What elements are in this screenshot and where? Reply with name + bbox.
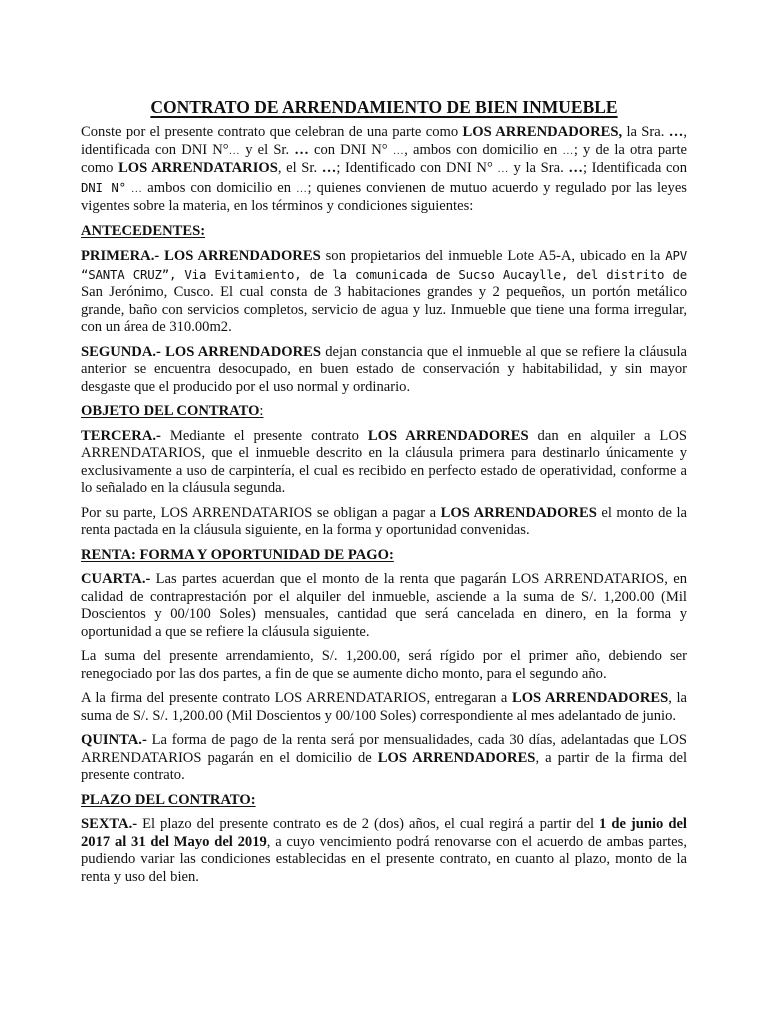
clause-text: Mediante el presente contrato	[160, 427, 368, 444]
intro-text: la Sra.	[622, 124, 669, 140]
clause-sexta	[81, 816, 687, 886]
clause-text: La forma de pago de la renta será por mensualidades, cada 30 días, adelantadas que LOS ARRENDATARIOS pagarán en el domicilio de	[81, 732, 687, 766]
paragraph-text: , la suma de S/. S/. 1,200.00 (Mil Doscientos y 00/100 Soles) correspondiente al mes adelantado de junio.	[81, 690, 687, 724]
paragraph-bold: LOS ARRENDADORES	[511, 690, 669, 706]
document-body	[81, 96, 687, 893]
intro-bold: …	[668, 124, 684, 140]
clause-label: PRIMERA.- LOS ARRENDADORES	[81, 248, 321, 264]
heading-colon: :	[259, 403, 264, 419]
intro-text: ambos con domicilio en	[142, 179, 297, 196]
heading-text: OBJETO DEL CONTRATO	[81, 403, 260, 419]
clause-text: , a partir de la firma del presente contrato.	[81, 749, 688, 783]
intro-text: , identificada con DNI N°	[81, 124, 687, 158]
section-heading-plazo: PLAZO DEL CONTRATO:	[81, 791, 256, 808]
paragraph-text: A la firma del presente contrato LOS ARRENDATARIOS, entregaran a	[81, 690, 512, 706]
clause-cuarta	[81, 571, 687, 641]
clause-label: TERCERA.-	[81, 427, 161, 444]
section-heading-renta: RENTA: FORMA Y OPORTUNIDAD DE PAGO:	[81, 546, 394, 563]
intro-bold: …	[294, 141, 309, 158]
intro-text: , ambos con domicilio en	[404, 141, 563, 158]
clause-bold: 1 de junio del 2017 al 31 del Mayo del 2019	[81, 816, 687, 850]
clause-text: , a cuyo vencimiento podrá renovarse con el acuerdo de ambas partes, pudiendo variar las condiciones establecidas en el presente contrato, en cuanto al plazo, monto de la renta y uso del bien.	[81, 833, 687, 885]
clause-label: SEGUNDA.- LOS ARRENDADORES	[81, 343, 322, 360]
section-heading-antecedentes: ANTECEDENTES:	[81, 222, 206, 239]
intro-text: ; quienes convienen de mutuo acuerdo y regulado por las leyes vigentes sobre la materia, en los términos y condiciones siguientes:	[81, 179, 687, 214]
intro-placeholder: …	[130, 182, 143, 195]
paragraph-bold: LOS ARRENDADORES	[440, 504, 597, 521]
intro-bold: LOS ARRENDATARIOS	[118, 160, 278, 176]
intro-placeholder: …	[296, 182, 308, 195]
intro-paragraph	[81, 124, 687, 216]
intro-text: Conste por el presente contrato que celebran de una parte como	[81, 124, 463, 140]
intro-text: con DNI N°	[308, 141, 393, 158]
clause-text: dan en alquiler a LOS ARRENDATARIOS, que el inmueble descrito en la cláusula primera para destinarlo únicamente y exclusivamente a uso de carpintería, el cual es recibido en perfecto estado de operatividad, conforme a lo señalado en la cláusula segunda.	[81, 427, 687, 496]
clause-text: son propietarios del inmueble Lote A5-A, ubicado en la	[320, 248, 666, 264]
intro-text: y el Sr.	[240, 141, 295, 158]
clause-segunda	[81, 344, 687, 397]
intro-text: ; y de la otra parte como	[81, 141, 687, 176]
clause-bold: LOS ARRENDADORES	[367, 427, 529, 444]
intro-text: y la Sra.	[508, 160, 569, 176]
intro-text: ; Identificado con DNI N°	[336, 160, 498, 176]
intro-placeholder: …	[392, 144, 405, 157]
paragraph-text: el monto de la renta pactada en la cláusula siguiente, en la forma y oportunidad convenidas.	[81, 504, 687, 538]
intro-bold: …	[568, 160, 583, 176]
clause-quinta	[81, 732, 687, 785]
paragraph-por-su-parte	[81, 505, 687, 540]
intro-mono: DNI N°	[81, 179, 126, 195]
paragraph-suma: La suma del presente arrendamiento, S/. 1,200.00, será rígido por el primer año, debiendo ser renegociado por las dos partes, a fin de que se aumente dicho monto, para el segundo año.	[81, 648, 687, 682]
clause-text: dejan constancia que el inmueble al que se refiere la cláusula anterior se encuentra desocupado, en buen estado de conservación y habitabilidad, y sin mayor desgaste que el producido por el uso normal y ordinario.	[81, 343, 687, 395]
clause-mono-text: APV “SANTA CRUZ”, Via Evitamiento, de la comunicada de Sucso Aucaylle, del distrito de	[81, 248, 687, 282]
section-heading-objeto	[81, 403, 687, 421]
clause-text: El plazo del presente contrato es de 2 (dos) años, el cual regirá a partir del	[137, 816, 600, 832]
clause-text: San Jerónimo, Cusco. El cual consta de 3 habitaciones grandes y 2 pequeños, un portón metálico grande, baño con servicios completos, servicio de agua y luz. Inmueble que tiene una forma irregular, con un área de 310.00m2.	[81, 284, 687, 335]
clause-text: Las partes acuerdan que el monto de la renta que pagarán LOS ARRENDATARIOS, en calidad de contraprestación por el alquiler del inmueble, asciende a la suma de S/. 1,200.00 (Mil Doscientos y 00/100 Soles) mensuales, cantidad que será cancelada en dinero, en la forma y oportunidad a que se refiere la cláusula siguiente.	[81, 571, 687, 640]
paragraph-text: Por su parte, LOS ARRENDATARIOS se obligan a pagar a	[81, 504, 441, 521]
intro-bold: …	[321, 160, 337, 176]
intro-text: , el Sr.	[277, 160, 322, 176]
document-title: CONTRATO DE ARRENDAMIENTO DE BIEN INMUEBLE	[150, 97, 618, 117]
clause-bold: LOS ARRENDADORES	[377, 749, 536, 766]
clause-tercera	[81, 428, 687, 498]
intro-placeholder: …	[562, 144, 574, 157]
intro-bold: LOS ARRENDADORES,	[462, 124, 623, 140]
paragraph-firma	[81, 690, 687, 725]
intro-text: ; Identificada con	[582, 160, 688, 176]
clause-label: QUINTA.-	[81, 732, 147, 748]
clause-label: CUARTA.-	[81, 571, 151, 587]
intro-placeholder: …	[497, 163, 509, 175]
clause-label: SEXTA.-	[81, 816, 138, 832]
intro-placeholder: …	[228, 144, 241, 157]
clause-primera	[81, 247, 687, 337]
